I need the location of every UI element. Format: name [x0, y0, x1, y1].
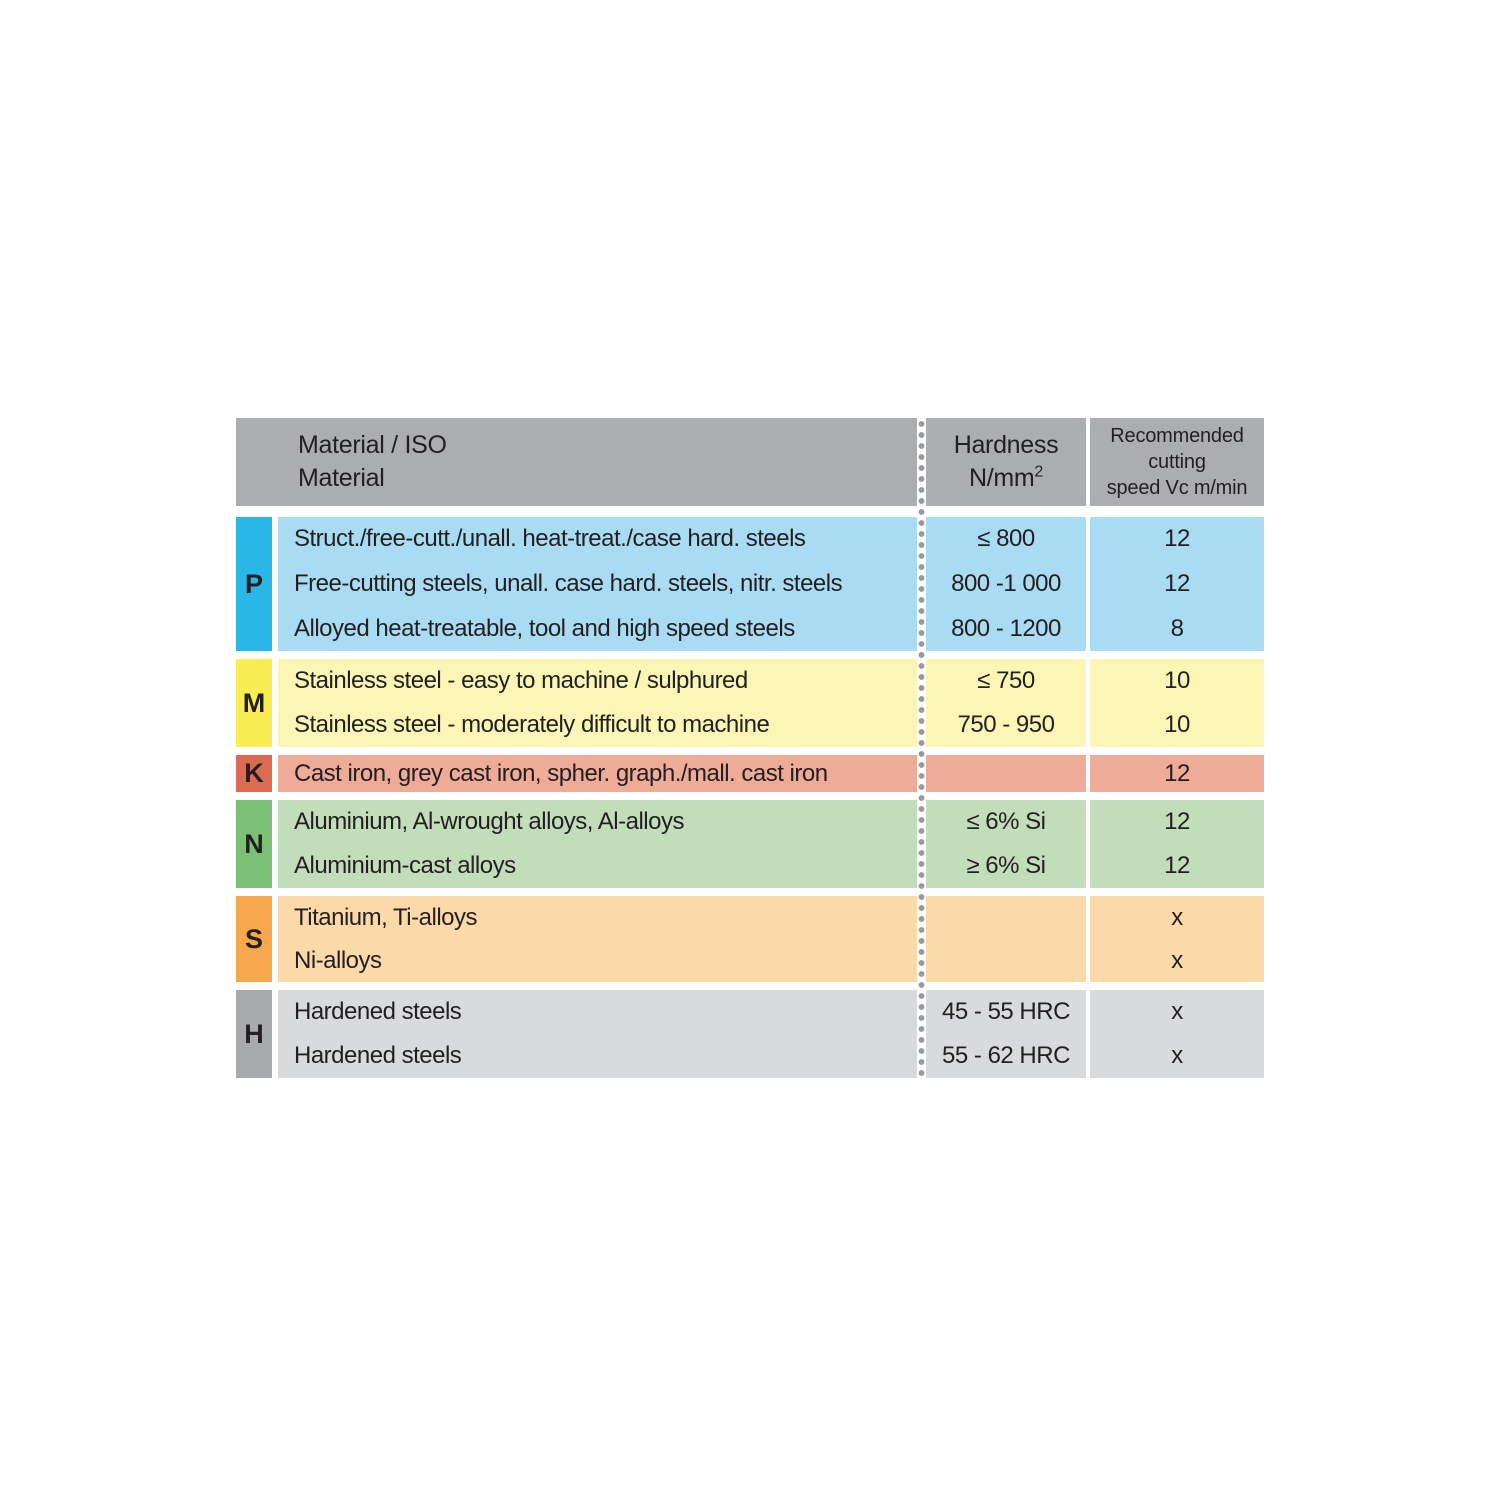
header-speed-line2: cutting: [1148, 451, 1206, 473]
speed-cell: [1090, 703, 1264, 747]
header-hardness-unit-sup: 2: [1034, 463, 1044, 481]
speed-cell: [1090, 659, 1264, 703]
header-material-line1: Material / ISO: [298, 431, 447, 459]
material-value: Ni-alloys: [294, 946, 382, 974]
material-cell: [278, 659, 917, 703]
hardness-value: 55 - 62 HRC: [942, 1042, 1070, 1069]
material-cell: [278, 896, 917, 939]
speed-cell: [1090, 844, 1264, 888]
speed-value: x: [1171, 998, 1183, 1025]
hardness-cell: [926, 517, 1086, 562]
material-value: Aluminium-cast alloys: [294, 852, 516, 879]
group-blocks: [236, 517, 1264, 1078]
hardness-cell: [926, 562, 1086, 607]
speed-cell: [1090, 606, 1264, 651]
header-material-column: [236, 418, 917, 506]
speed-value: 12: [1164, 525, 1190, 553]
hardness-value: ≥ 6% Si: [966, 852, 1046, 879]
machining-materials-table: [236, 418, 1264, 1078]
hardness-value: ≤ 750: [977, 667, 1035, 694]
speed-value: 12: [1164, 852, 1190, 879]
speed-cell: [1090, 562, 1264, 607]
group-letter: N: [244, 828, 264, 859]
speed-value: 10: [1164, 711, 1190, 738]
material-column-S: [278, 896, 917, 982]
material-cell: [278, 517, 917, 562]
header-hardness-unit: [969, 462, 1043, 495]
hardness-cell: [926, 844, 1086, 888]
group-letter: K: [244, 758, 264, 788]
material-cell: [278, 562, 917, 607]
material-value: Struct./free-cutt./unall. heat-treat./case hard. steels: [294, 525, 806, 553]
group-letter: H: [244, 1018, 264, 1049]
table-header-row: [236, 418, 1264, 506]
speed-cell: [1090, 517, 1264, 562]
material-value: Stainless steel - moderately difficult to machine: [294, 711, 770, 738]
hardness-cell: [926, 1034, 1086, 1078]
speed-column-N: [1090, 800, 1264, 888]
speed-value: x: [1171, 903, 1183, 931]
material-column-K: [278, 755, 917, 792]
material-value: Cast iron, grey cast iron, spher. graph./mall. cast iron: [294, 759, 828, 787]
speed-column-K: [1090, 755, 1264, 792]
speed-value: 12: [1164, 570, 1190, 597]
material-cell: [278, 939, 917, 982]
group-K: [236, 755, 1264, 792]
hardness-cell: [926, 703, 1086, 747]
hardness-cell: [926, 939, 1086, 982]
hardness-column-M: [926, 659, 1086, 747]
material-value: Hardened steels: [294, 1042, 462, 1069]
group-label-P: [236, 517, 272, 651]
speed-value: 8: [1170, 614, 1184, 642]
hardness-column-H: [926, 990, 1086, 1078]
speed-value: 12: [1164, 808, 1190, 835]
hardness-value: ≤ 800: [977, 525, 1035, 553]
speed-value: x: [1171, 1042, 1183, 1069]
material-value: Stainless steel - easy to machine / sulphured: [294, 667, 748, 694]
material-column-H: [278, 990, 917, 1078]
hardness-column-K: [926, 755, 1086, 792]
group-label-H: [236, 990, 272, 1078]
hardness-value: 800 - 1200: [951, 614, 1061, 642]
group-P: [236, 517, 1264, 651]
material-cell: [278, 606, 917, 651]
hardness-value: ≤ 6% Si: [966, 808, 1046, 835]
header-hardness-line1: Hardness: [953, 431, 1059, 459]
group-label-S: [236, 896, 272, 982]
hardness-value: 800 -1 000: [951, 570, 1061, 597]
group-H: [236, 990, 1264, 1078]
hardness-cell: [926, 755, 1086, 792]
speed-column-M: [1090, 659, 1264, 747]
material-value: Hardened steels: [294, 998, 462, 1025]
group-label-M: [236, 659, 272, 747]
material-cell: [278, 990, 917, 1034]
header-hardness-unit-base: N/mm: [968, 464, 1035, 492]
speed-cell: [1090, 1034, 1264, 1078]
header-material-line2: Material: [298, 464, 385, 492]
material-cell: [278, 800, 917, 844]
group-M: [236, 659, 1264, 747]
material-value: Aluminium, Al-wrought alloys, Al-alloys: [294, 808, 684, 835]
header-speed-line3: speed Vc m/min: [1106, 477, 1248, 499]
hardness-cell: [926, 896, 1086, 939]
hardness-cell: [926, 800, 1086, 844]
material-cell: [278, 755, 917, 792]
speed-value: 10: [1164, 667, 1190, 694]
material-cell: [278, 844, 917, 888]
speed-cell: [1090, 939, 1264, 982]
group-letter: M: [242, 687, 266, 718]
group-label-N: [236, 800, 272, 888]
group-letter: S: [244, 923, 263, 954]
speed-column-S: [1090, 896, 1264, 982]
speed-value: x: [1171, 946, 1183, 974]
group-letter: P: [244, 568, 263, 599]
material-column-N: [278, 800, 917, 888]
speed-cell: [1090, 990, 1264, 1034]
speed-cell: [1090, 800, 1264, 844]
hardness-value: 750 - 950: [957, 711, 1055, 738]
speed-cell: [1090, 896, 1264, 939]
material-column-M: [278, 659, 917, 747]
header-hardness-column: [926, 418, 1086, 506]
header-speed-line1: Recommended: [1110, 425, 1244, 447]
group-S: [236, 896, 1264, 982]
speed-column-P: [1090, 517, 1264, 651]
material-value: Titanium, Ti-alloys: [294, 903, 477, 931]
group-N: [236, 800, 1264, 888]
material-value: Free-cutting steels, unall. case hard. steels, nitr. steels: [294, 570, 843, 597]
hardness-column-S: [926, 896, 1086, 982]
header-speed-column: [1090, 418, 1264, 506]
material-column-P: [278, 517, 917, 651]
hardness-value: 45 - 55 HRC: [942, 998, 1070, 1025]
hardness-cell: [926, 659, 1086, 703]
speed-cell: [1090, 755, 1264, 792]
hardness-cell: [926, 606, 1086, 651]
hardness-cell: [926, 990, 1086, 1034]
material-cell: [278, 1034, 917, 1078]
speed-value: 12: [1164, 759, 1190, 787]
material-value: Alloyed heat-treatable, tool and high speed steels: [294, 614, 795, 642]
hardness-column-N: [926, 800, 1086, 888]
group-label-K: [236, 755, 272, 792]
speed-column-H: [1090, 990, 1264, 1078]
hardness-column-P: [926, 517, 1086, 651]
column-divider-dotted-line: [918, 418, 925, 1078]
material-cell: [278, 703, 917, 747]
